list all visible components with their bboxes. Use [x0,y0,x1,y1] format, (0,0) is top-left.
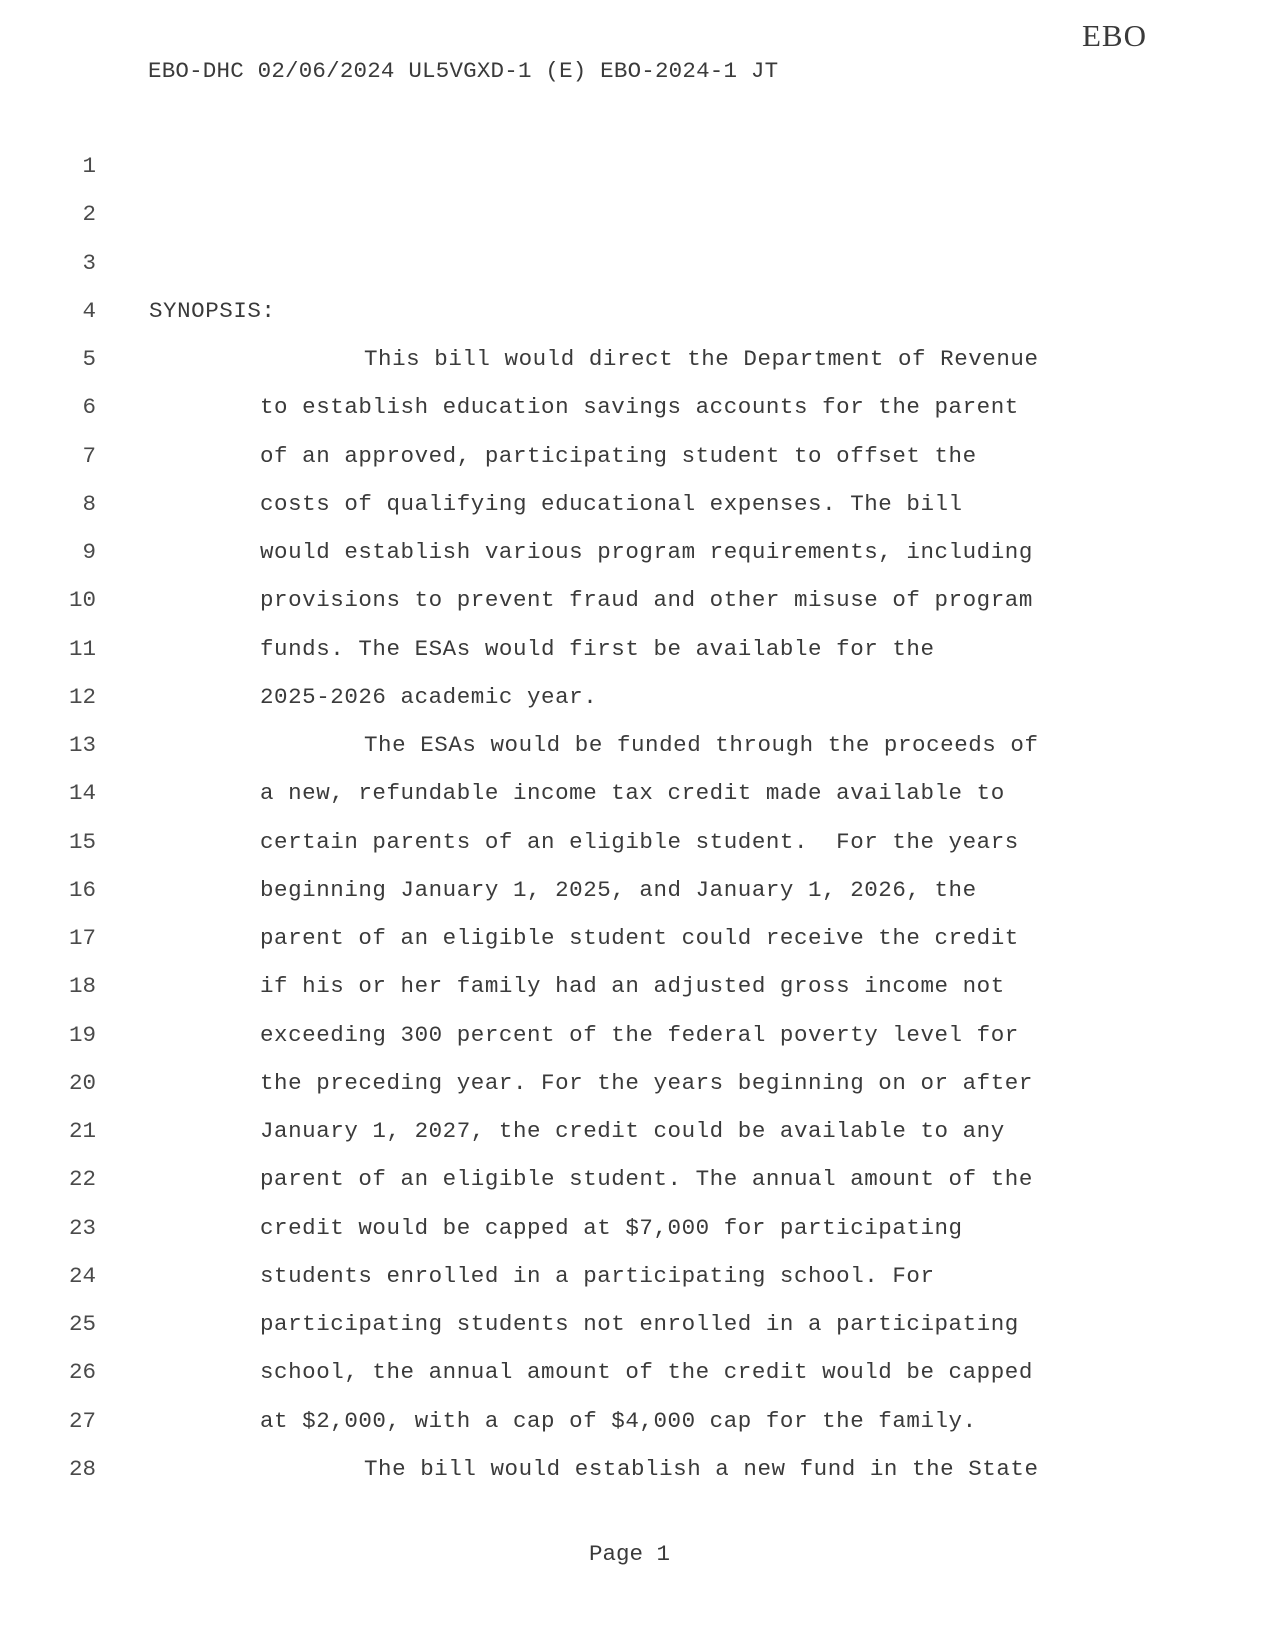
line-text: participating students not enrolled in a participating [260,1311,1019,1337]
line-number: 4 [82,297,96,324]
line-text: The bill would establish a new fund in the State [364,1455,1039,1482]
line-number: 22 [68,1166,96,1193]
line-number: 14 [68,780,96,807]
line-number: 15 [68,828,96,855]
document-line [0,392,1265,422]
line-text: the preceding year. For the years beginning on or after [260,1069,1033,1096]
line-text: if his or her family had an adjusted gross income not [260,973,1005,1000]
document-line [0,1020,1265,1050]
document-line [0,634,1265,664]
document-line [0,1213,1265,1243]
line-number: 23 [68,1214,96,1241]
line-text: certain parents of an eligible student. For the years [260,828,1019,855]
line-number: 17 [68,925,96,951]
line-number: 1 [82,153,96,179]
document-line [0,923,1265,953]
document-line [0,1454,1265,1484]
document-line [0,730,1265,760]
line-text: beginning January 1, 2025, and January 1, 2026, the [260,876,977,903]
document-line [0,971,1265,1001]
line-number: 26 [68,1359,96,1386]
document-line [0,296,1265,326]
document-header: EBO-DHC 02/06/2024 UL5VGXD-1 (E) EBO-2024-1 JT [148,58,779,84]
line-number: 12 [68,683,96,710]
document-line [0,1116,1265,1146]
line-text: school, the annual amount of the credit would be capped [260,1359,1033,1386]
line-number: 13 [68,732,96,758]
line-text: students enrolled in a participating school. For [260,1262,935,1289]
page-footer [0,1541,1265,1567]
line-text: credit would be capped at $7,000 for participating [260,1214,963,1241]
document-line [0,682,1265,712]
line-text: at $2,000, with a cap of $4,000 cap for the family. [260,1407,977,1434]
line-number: 16 [68,876,96,903]
line-number: 25 [68,1311,96,1337]
line-text: funds. The ESAs would first be available for the [260,635,935,662]
line-number: 21 [68,1118,96,1144]
line-number: 2 [82,201,96,228]
line-number: 24 [68,1262,96,1289]
line-text: to establish education savings accounts for the parent [260,394,1019,421]
document-line [0,585,1265,615]
line-text: of an approved, participating student to offset the [260,442,977,469]
line-text: a new, refundable income tax credit made available to [260,780,1005,807]
line-number: 8 [82,490,96,517]
line-text: The ESAs would be funded through the proceeds of [364,732,1039,758]
line-text: would establish various program requirements, including [260,539,1033,565]
line-number: 9 [82,539,96,565]
document-line [0,875,1265,905]
document-line [0,537,1265,567]
line-number: 5 [82,346,96,372]
line-text: exceeding 300 percent of the federal poverty level for [260,1021,1019,1048]
document-line [0,1309,1265,1339]
line-text: provisions to prevent fraud and other misuse of program [260,587,1033,614]
document-line [0,1068,1265,1098]
line-text: parent of an eligible student. The annual amount of the [260,1166,1033,1193]
line-number: 3 [82,249,96,276]
document-line [0,1261,1265,1291]
line-number: 10 [68,587,96,614]
line-number: 19 [68,1021,96,1048]
document-corner-tag: EBO [1082,18,1147,53]
document-line [0,441,1265,471]
document-line [0,827,1265,857]
line-text: parent of an eligible student could receive the credit [260,925,1019,951]
line-text: This bill would direct the Department of Revenue [364,346,1039,372]
document-line [0,489,1265,519]
page-number: Page 1 [588,1541,670,1567]
document-line [0,1406,1265,1436]
line-number: 20 [68,1069,96,1096]
line-number: 6 [82,394,96,421]
document-line [0,151,1265,181]
line-number: 28 [68,1455,96,1482]
line-number: 27 [68,1407,96,1434]
document-line [0,344,1265,374]
document-line [0,199,1265,229]
line-number: 11 [68,635,96,662]
line-number: 7 [82,442,96,469]
line-text: January 1, 2027, the credit could be available to any [260,1118,1005,1144]
line-text: SYNOPSIS: [149,297,276,324]
line-text: costs of qualifying educational expenses. The bill [260,490,963,517]
line-text: 2025-2026 academic year. [260,683,598,710]
document-line [0,1164,1265,1194]
line-number: 18 [68,973,96,1000]
document-line [0,778,1265,808]
document-line [0,1357,1265,1387]
document-line [0,248,1265,278]
